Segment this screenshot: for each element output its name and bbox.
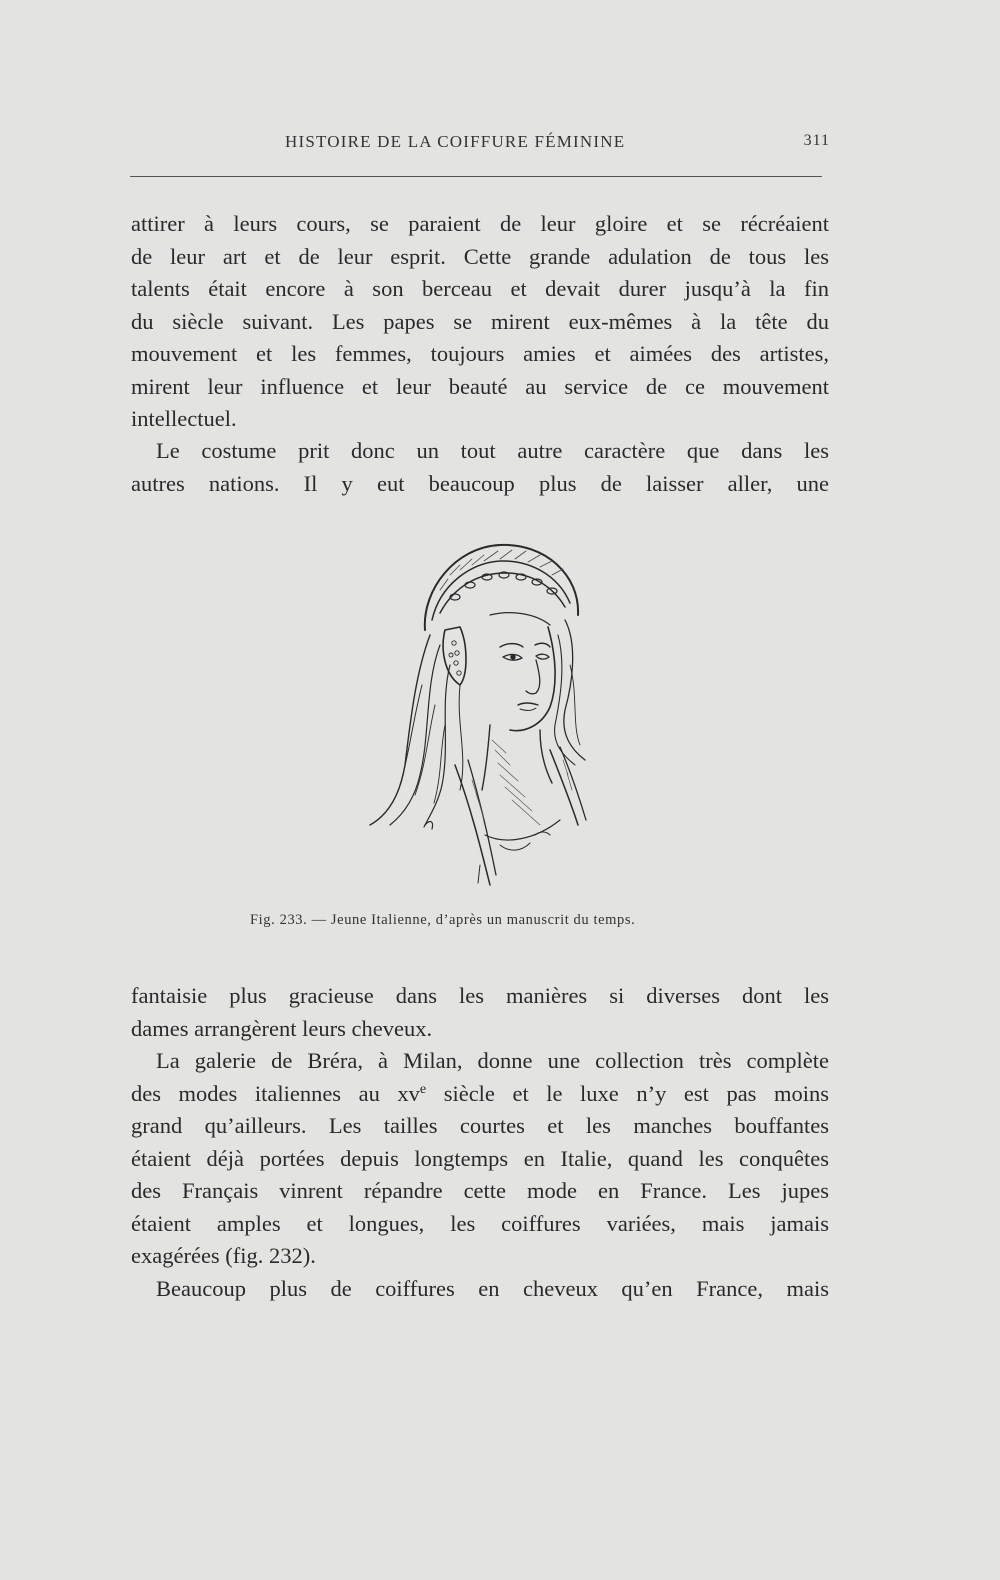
text-line: Le costume prit donc un tout autre caractère que dans les bbox=[156, 438, 829, 463]
paragraph-4 bbox=[131, 1045, 829, 1273]
text-line: autres nations. Il y eut beaucoup plus de laisser aller, une bbox=[131, 470, 829, 496]
text-fragment: siècle et le luxe n’y est pas moins bbox=[426, 1080, 829, 1106]
text-line: dames arrangèrent leurs cheveux. bbox=[131, 1015, 433, 1041]
figure-caption: Fig. 233. — Jeune Italienne, d’après un manuscrit du temps. bbox=[250, 912, 636, 928]
text-line: étaient amples et longues, les coiffures variées, mais jamais bbox=[131, 1210, 829, 1236]
header-rule bbox=[130, 176, 822, 177]
text-line: du siècle suivant. Les papes se mirent eux-mêmes à la tête du bbox=[131, 308, 829, 334]
text-line: La galerie de Bréra, à Milan, donne une collection très complète bbox=[156, 1048, 829, 1073]
superscript: e bbox=[419, 1081, 427, 1097]
text-line: Beaucoup plus de coiffures en cheveux qu’en France, mais bbox=[156, 1276, 829, 1301]
text-line: mirent leur influence et leur beauté au service de ce mouvement bbox=[131, 373, 829, 399]
text-line: talents était encore à son berceau et devait durer jusqu’à la fin bbox=[131, 276, 829, 301]
text-line: des Français vinrent répandre cette mode en France. Les jupes bbox=[131, 1178, 829, 1203]
text-line: étaient déjà portées depuis longtemps en Italie, quand les conquêtes bbox=[131, 1145, 829, 1171]
text-line bbox=[131, 1078, 829, 1111]
text-line: fantaisie plus gracieuse dans les manières si diverses dont les bbox=[131, 983, 829, 1008]
paragraph-1 bbox=[131, 208, 829, 436]
text-line: mouvement et les femmes, toujours amies et aimées des artistes, bbox=[131, 341, 829, 366]
paragraph-2 bbox=[131, 435, 829, 500]
engraved-portrait-icon bbox=[360, 535, 600, 895]
figure-illustration bbox=[360, 535, 600, 895]
text-line: de leur art et de leur esprit. Cette grande adulation de tous les bbox=[131, 243, 829, 269]
text-line: intellectuel. bbox=[131, 406, 237, 431]
text-fragment: des modes italiennes au xv bbox=[131, 1080, 420, 1106]
page-header bbox=[130, 132, 830, 156]
paragraph-5 bbox=[131, 1273, 829, 1306]
running-title: HISTOIRE DE LA COIFFURE FÉMININE bbox=[285, 132, 626, 151]
page-number: 311 bbox=[803, 132, 830, 149]
paragraph-3 bbox=[131, 980, 829, 1045]
text-line: exagérées (fig. 232). bbox=[131, 1243, 316, 1268]
text-line: grand qu’ailleurs. Les tailles courtes et les manches bouffantes bbox=[131, 1113, 829, 1138]
text-line: attirer à leurs cours, se paraient de leur gloire et se récréaient bbox=[131, 211, 829, 236]
